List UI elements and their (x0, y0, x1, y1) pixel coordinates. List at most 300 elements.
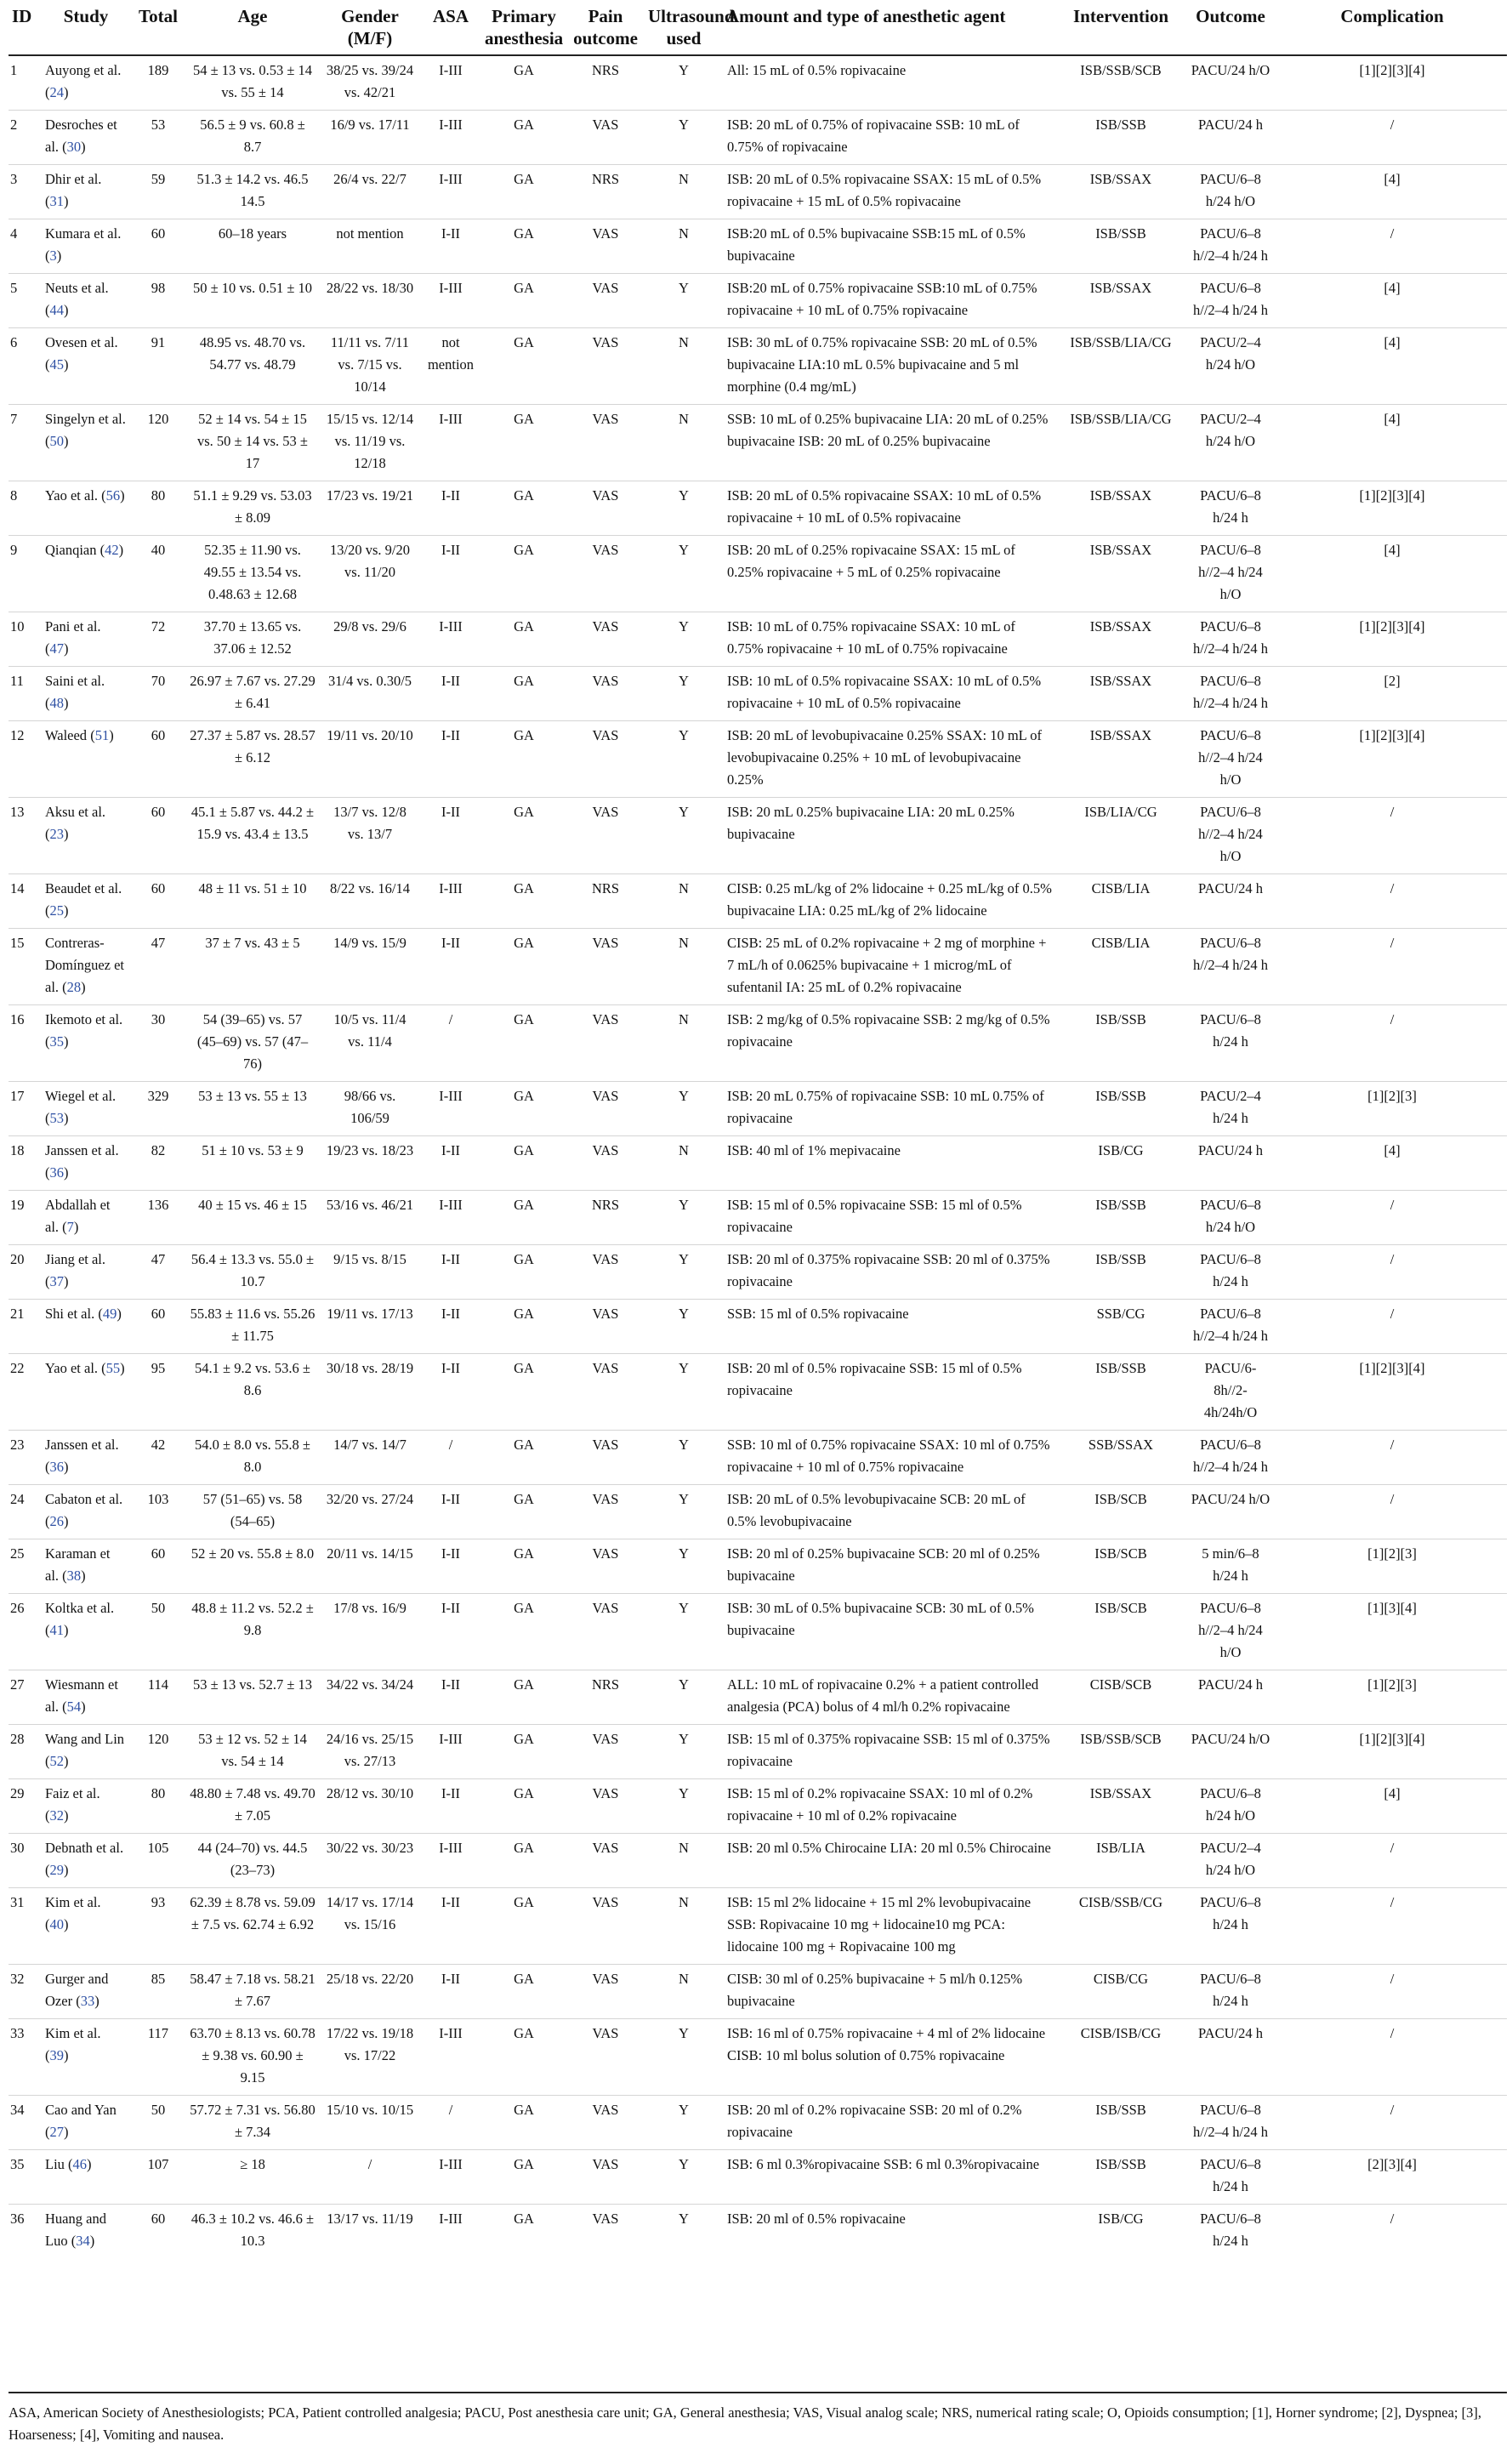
citation-link[interactable]: 26 (49, 1513, 64, 1529)
cell-study: Saini et al. (48) (41, 667, 131, 721)
cell-age: 51.1 ± 9.29 vs. 53.03 ± 8.09 (185, 481, 320, 536)
cell-intervention: ISB/SSB (1058, 2096, 1184, 2150)
cell-total: 59 (131, 165, 185, 219)
cell-pain-outcome: VAS (566, 1539, 645, 1594)
cell-outcome: PACU/6-8h//2-4h/24h/O (1184, 1354, 1277, 1431)
cell-asa: I-II (420, 1539, 481, 1594)
cell-gender: not mention (320, 219, 420, 274)
cell-agent: ISB: 20 ml of 0.25% bupivacaine SCB: 20 ml of 0.25% bupivacaine (723, 1539, 1058, 1594)
citation-link[interactable]: 39 (49, 2047, 64, 2063)
cell-age: 48 ± 11 vs. 51 ± 10 (185, 874, 320, 929)
cell-agent: ISB: 10 mL of 0.75% ropivacaine SSAX: 10 mL of 0.75% ropivacaine + 10 mL of 0.75% ropivacaine (723, 612, 1058, 667)
cell-id: 36 (9, 2205, 41, 2259)
citation-link[interactable]: 35 (49, 1033, 64, 1050)
cell-age: 53 ± 12 vs. 52 ± 14 vs. 54 ± 14 (185, 1725, 320, 1779)
study-name: Pani et al. (45, 618, 101, 634)
citation-link[interactable]: 42 (105, 542, 119, 558)
cell-ultrasound: Y (645, 1779, 723, 1834)
col-header-agent: Amount and type of anesthetic agent (723, 0, 1058, 55)
cell-study: Kim et al. (39) (41, 2019, 131, 2096)
cell-study: Liu (46) (41, 2150, 131, 2205)
citation-link[interactable]: 52 (49, 1753, 64, 1769)
cell-ultrasound: N (645, 929, 723, 1005)
cell-intervention: ISB/SCB (1058, 1485, 1184, 1539)
study-name: Yao et al. (45, 487, 99, 504)
cell-complication: [4] (1277, 274, 1507, 328)
cell-total: 95 (131, 1354, 185, 1431)
col-header-pain-outcome: Pain outcome (566, 0, 645, 55)
cell-outcome: PACU/6–8 h//2–4 h/24 h (1184, 219, 1277, 274)
citation-link[interactable]: 55 (105, 1360, 121, 1376)
cell-id: 16 (9, 1005, 41, 1082)
study-name: Karaman et al. (45, 1545, 111, 1584)
cell-intervention: ISB/SSB/LIA/CG (1058, 405, 1184, 481)
cell-total: 42 (131, 1431, 185, 1485)
cell-outcome: PACU/24 h (1184, 1136, 1277, 1191)
cell-agent: ISB: 30 mL of 0.75% ropivacaine SSB: 20 mL of 0.5% bupivacaine LIA:10 mL 0.5% bupivacaine and 5 ml morphine (0.4 mg/mL) (723, 328, 1058, 405)
cell-gender: 19/11 vs. 20/10 (320, 721, 420, 798)
cell-pain-outcome: NRS (566, 874, 645, 929)
citation-link[interactable]: 7 (66, 1219, 74, 1235)
cell-complication: / (1277, 1888, 1507, 1965)
citation-link[interactable]: 37 (49, 1273, 64, 1289)
cell-ultrasound: Y (645, 1082, 723, 1136)
cell-primary-anesthesia: GA (481, 2150, 566, 2205)
cell-age: 27.37 ± 5.87 vs. 28.57 ± 6.12 (185, 721, 320, 798)
cell-primary-anesthesia: GA (481, 1431, 566, 1485)
citation-link[interactable]: 27 (49, 2124, 64, 2140)
citation-link[interactable]: 25 (49, 902, 64, 919)
cell-asa: I-III (420, 1191, 481, 1245)
cell-pain-outcome: VAS (566, 721, 645, 798)
citation-link[interactable]: 24 (49, 84, 64, 100)
cell-pain-outcome: VAS (566, 2096, 645, 2150)
cell-total: 107 (131, 2150, 185, 2205)
cell-agent: SSB: 15 ml of 0.5% ropivacaine (723, 1300, 1058, 1354)
table-row (9, 798, 1507, 874)
cell-agent: ISB: 10 mL of 0.5% ropivacaine SSAX: 10 mL of 0.5% ropivacaine + 10 mL of 0.5% ropivacaine (723, 667, 1058, 721)
cell-complication: [2][3][4] (1277, 2150, 1507, 2205)
cell-gender: 53/16 vs. 46/21 (320, 1191, 420, 1245)
table-row (9, 1354, 1507, 1431)
cell-asa: I-III (420, 2150, 481, 2205)
citation-link[interactable]: 45 (49, 356, 64, 373)
cell-ultrasound: Y (645, 2019, 723, 2096)
cell-study: Singelyn et al. (50) (41, 405, 131, 481)
cell-outcome: PACU/6–8 h/24 h (1184, 481, 1277, 536)
cell-primary-anesthesia: GA (481, 1670, 566, 1725)
cell-study: Wiesmann et al. (54) (41, 1670, 131, 1725)
cell-primary-anesthesia: GA (481, 219, 566, 274)
cell-complication: / (1277, 219, 1507, 274)
cell-intervention: ISB/LIA (1058, 1834, 1184, 1888)
cell-asa: I-II (420, 1779, 481, 1834)
cell-intervention: ISB/SSB/LIA/CG (1058, 328, 1184, 405)
cell-id: 23 (9, 1431, 41, 1485)
citation-link[interactable]: 54 (66, 1699, 82, 1715)
cell-agent: ISB: 20 ml 0.5% Chirocaine LIA: 20 ml 0.5% Chirocaine (723, 1834, 1058, 1888)
cell-study: Cabaton et al. (26) (41, 1485, 131, 1539)
cell-complication: / (1277, 929, 1507, 1005)
cell-intervention: ISB/CG (1058, 1136, 1184, 1191)
cell-age: 56.5 ± 9 vs. 60.8 ± 8.7 (185, 111, 320, 165)
cell-gender: 29/8 vs. 29/6 (320, 612, 420, 667)
cell-age: 53 ± 13 vs. 55 ± 13 (185, 1082, 320, 1136)
cell-study: Jiang et al. (37) (41, 1245, 131, 1300)
cell-id: 18 (9, 1136, 41, 1191)
cell-pain-outcome: NRS (566, 1670, 645, 1725)
cell-complication: [4] (1277, 405, 1507, 481)
cell-total: 60 (131, 798, 185, 874)
table-footnote: ASA, American Society of Anesthesiologists; PCA, Patient controlled analgesia; PACU, Post anesthesia care unit; GA, General anesthesia; VAS, Visual analog scale; NRS, numerical rating scale; O, Opioids consumption; [1], Horner syndrome; [2], Dyspnea; [3], Hoarseness; [4], Vomiting and nausea. (9, 2392, 1507, 2446)
cell-complication: / (1277, 798, 1507, 874)
cell-ultrasound: Y (645, 798, 723, 874)
cell-total: 47 (131, 929, 185, 1005)
cell-ultrasound: Y (645, 612, 723, 667)
cell-age: 54.0 ± 8.0 vs. 55.8 ± 8.0 (185, 1431, 320, 1485)
cell-primary-anesthesia: GA (481, 1725, 566, 1779)
cell-primary-anesthesia: GA (481, 1082, 566, 1136)
cell-ultrasound: N (645, 1136, 723, 1191)
table-row (9, 165, 1507, 219)
cell-outcome: PACU/6–8 h/24 h/O (1184, 1191, 1277, 1245)
cell-complication: / (1277, 1485, 1507, 1539)
cell-outcome: PACU/2–4 h/24 h/O (1184, 405, 1277, 481)
study-characteristics-table (9, 0, 1507, 2258)
cell-primary-anesthesia: GA (481, 481, 566, 536)
cell-age: 51.3 ± 14.2 vs. 46.5 14.5 (185, 165, 320, 219)
cell-ultrasound: Y (645, 2205, 723, 2259)
cell-primary-anesthesia: GA (481, 274, 566, 328)
cell-outcome: PACU/6–8 h/24 h (1184, 1005, 1277, 1082)
cell-gender: 8/22 vs. 16/14 (320, 874, 420, 929)
cell-agent: ISB: 30 mL of 0.5% bupivacaine SCB: 30 mL of 0.5% bupivacaine (723, 1594, 1058, 1670)
citation-link[interactable]: 33 (80, 1993, 95, 2009)
cell-intervention: ISB/CG (1058, 2205, 1184, 2259)
citation-link[interactable]: 41 (49, 1622, 64, 1638)
cell-pain-outcome: VAS (566, 274, 645, 328)
cell-outcome: PACU/2–4 h/24 h (1184, 1082, 1277, 1136)
cell-id: 31 (9, 1888, 41, 1965)
citation-link[interactable]: 30 (66, 139, 82, 155)
study-name: Liu (45, 2156, 65, 2172)
cell-age: 44 (24–70) vs. 44.5 (23–73) (185, 1834, 320, 1888)
cell-pain-outcome: VAS (566, 328, 645, 405)
cell-total: 60 (131, 2205, 185, 2259)
citation-link[interactable]: 53 (49, 1110, 64, 1126)
table-row (9, 2205, 1507, 2259)
cell-pain-outcome: VAS (566, 798, 645, 874)
study-name: Ikemoto et al. (45, 1011, 123, 1027)
cell-pain-outcome: VAS (566, 536, 645, 612)
table-row (9, 219, 1507, 274)
cell-agent: ISB: 20 mL of 0.25% ropivacaine SSAX: 15 mL of 0.25% ropivacaine + 5 mL of 0.25% ropivacaine (723, 536, 1058, 612)
table-row (9, 1594, 1507, 1670)
table-container (9, 0, 1507, 2258)
cell-total: 117 (131, 2019, 185, 2096)
cell-id: 14 (9, 874, 41, 929)
cell-complication: / (1277, 1245, 1507, 1300)
cell-pain-outcome: VAS (566, 1834, 645, 1888)
cell-agent: ISB: 20 ml of 0.5% ropivacaine SSB: 15 ml of 0.5% ropivacaine (723, 1354, 1058, 1431)
cell-pain-outcome: VAS (566, 1725, 645, 1779)
cell-gender: 28/22 vs. 18/30 (320, 274, 420, 328)
cell-primary-anesthesia: GA (481, 1354, 566, 1431)
cell-id: 9 (9, 536, 41, 612)
table-row (9, 1485, 1507, 1539)
cell-intervention: ISB/SSAX (1058, 667, 1184, 721)
citation-link[interactable]: 49 (102, 1306, 117, 1322)
cell-primary-anesthesia: GA (481, 165, 566, 219)
citation-link[interactable]: 32 (49, 1807, 64, 1824)
cell-intervention: CISB/LIA (1058, 929, 1184, 1005)
cell-intervention: ISB/SSAX (1058, 612, 1184, 667)
citation-link[interactable]: 40 (49, 1916, 64, 1932)
cell-agent: ISB: 2 mg/kg of 0.5% ropivacaine SSB: 2 mg/kg of 0.5% ropivacaine (723, 1005, 1058, 1082)
cell-total: 80 (131, 481, 185, 536)
table-row (9, 111, 1507, 165)
table-row (9, 2019, 1507, 2096)
cell-gender: 17/8 vs. 16/9 (320, 1594, 420, 1670)
citation-link[interactable]: 36 (49, 1164, 64, 1181)
cell-outcome: PACU/6–8 h//2–4 h/24 h/O (1184, 1594, 1277, 1670)
cell-outcome: PACU/6–8 h/24 h (1184, 1965, 1277, 2019)
cell-gender: 17/23 vs. 19/21 (320, 481, 420, 536)
study-name: Janssen et al. (45, 1142, 119, 1158)
cell-primary-anesthesia: GA (481, 1191, 566, 1245)
cell-id: 11 (9, 667, 41, 721)
cell-primary-anesthesia: GA (481, 2019, 566, 2096)
cell-pain-outcome: VAS (566, 1431, 645, 1485)
col-header-ultrasound: Ultrasound used (645, 0, 723, 55)
cell-agent: ISB: 20 mL of 0.5% ropivacaine SSAX: 10 mL of 0.5% ropivacaine + 10 mL of 0.5% ropivacaine (723, 481, 1058, 536)
cell-study: Karaman et al. (38) (41, 1539, 131, 1594)
cell-primary-anesthesia: GA (481, 405, 566, 481)
study-name: Koltka et al. (45, 1600, 115, 1616)
table-row (9, 1300, 1507, 1354)
citation-link[interactable]: 34 (76, 2233, 90, 2249)
cell-asa: I-III (420, 612, 481, 667)
citation-link[interactable]: 56 (105, 487, 121, 504)
cell-id: 19 (9, 1191, 41, 1245)
col-header-complication: Complication (1277, 0, 1507, 55)
citation-link[interactable]: 28 (66, 979, 82, 995)
table-row (9, 1779, 1507, 1834)
cell-age: 58.47 ± 7.18 vs. 58.21 ± 7.67 (185, 1965, 320, 2019)
cell-asa: I-II (420, 1594, 481, 1670)
cell-gender: 15/15 vs. 12/14 vs. 11/19 vs. 12/18 (320, 405, 420, 481)
cell-agent: ALL: 10 mL of ropivacaine 0.2% + a patient controlled analgesia (PCA) bolus of 4 ml/h 0.2% ropivacaine (723, 1670, 1058, 1725)
cell-intervention: CISB/SSB/CG (1058, 1888, 1184, 1965)
table-row (9, 2150, 1507, 2205)
cell-asa: I-III (420, 274, 481, 328)
cell-gender: 24/16 vs. 25/15 vs. 27/13 (320, 1725, 420, 1779)
col-header-intervention: Intervention (1058, 0, 1184, 55)
citation-link[interactable]: 29 (49, 1862, 64, 1878)
col-header-age: Age (185, 0, 320, 55)
cell-total: 329 (131, 1082, 185, 1136)
cell-age: 52 ± 14 vs. 54 ± 15 vs. 50 ± 14 vs. 53 ± 17 (185, 405, 320, 481)
cell-asa: I-II (420, 1888, 481, 1965)
cell-study: Kumara et al. (3) (41, 219, 131, 274)
cell-gender: / (320, 2150, 420, 2205)
cell-gender: 20/11 vs. 14/15 (320, 1539, 420, 1594)
cell-outcome: PACU/6–8 h//2–4 h/24 h/O (1184, 798, 1277, 874)
cell-outcome: PACU/24 h (1184, 111, 1277, 165)
cell-study: Debnath et al. (29) (41, 1834, 131, 1888)
table-body (9, 55, 1507, 2258)
cell-total: 60 (131, 874, 185, 929)
cell-complication: [1][2][3] (1277, 1082, 1507, 1136)
study-name: Gurger and Ozer (45, 1971, 109, 2009)
cell-intervention: ISB/SCB (1058, 1539, 1184, 1594)
cell-id: 22 (9, 1354, 41, 1431)
cell-pain-outcome: VAS (566, 929, 645, 1005)
cell-id: 21 (9, 1300, 41, 1354)
cell-study: Ikemoto et al. (35) (41, 1005, 131, 1082)
citation-link[interactable]: 51 (94, 727, 110, 743)
cell-study: Yao et al. (56) (41, 481, 131, 536)
cell-pain-outcome: VAS (566, 2150, 645, 2205)
cell-total: 60 (131, 1539, 185, 1594)
cell-study: Janssen et al. (36) (41, 1136, 131, 1191)
cell-asa: I-III (439, 62, 463, 78)
cell-outcome: PACU/6–8 h/24 h (1184, 1245, 1277, 1300)
cell-intervention: ISB/SSB (1058, 1005, 1184, 1082)
study-name: Shi et al. (45, 1306, 95, 1322)
cell-id: 13 (9, 798, 41, 874)
cell-total: 189 (147, 62, 169, 78)
table-row (9, 1888, 1507, 1965)
cell-gender: 17/22 vs. 19/18 vs. 17/22 (320, 2019, 420, 2096)
table-row (9, 1082, 1507, 1136)
cell-age: 53 ± 13 vs. 52.7 ± 13 (185, 1670, 320, 1725)
cell-study: Cao and Yan (27) (41, 2096, 131, 2150)
study-name: Wiesmann et al. (45, 1676, 118, 1715)
cell-pain-outcome: VAS (566, 405, 645, 481)
cell-ultrasound: Y (645, 1670, 723, 1725)
cell-outcome: PACU/24 h/O (1191, 62, 1270, 78)
cell-id: 7 (9, 405, 41, 481)
cell-intervention: ISB/SSAX (1058, 165, 1184, 219)
cell-intervention: CISB/SCB (1058, 1670, 1184, 1725)
cell-asa: / (420, 2096, 481, 2150)
cell-total: 30 (131, 1005, 185, 1082)
cell-id: 30 (9, 1834, 41, 1888)
study-name: Neuts et al. (45, 280, 109, 296)
cell-age: 48.95 vs. 48.70 vs. 54.77 vs. 48.79 (185, 328, 320, 405)
citation-link[interactable]: 38 (66, 1568, 82, 1584)
cell-complication: [4] (1277, 1779, 1507, 1834)
cell-complication: [1][2][3] (1277, 1539, 1507, 1594)
table-row (9, 1005, 1507, 1082)
cell-total: 60 (131, 219, 185, 274)
cell-asa: I-II (420, 1670, 481, 1725)
cell-total: 50 (131, 1594, 185, 1670)
cell-agent: ISB: 15 ml of 0.5% ropivacaine SSB: 15 ml of 0.5% ropivacaine (723, 1191, 1058, 1245)
table-row (9, 405, 1507, 481)
cell-asa: I-II (420, 1245, 481, 1300)
study-name: Cabaton et al. (45, 1491, 123, 1507)
cell-asa: I-II (420, 721, 481, 798)
study-name: Aksu et al. (45, 804, 106, 820)
cell-pain-outcome: VAS (566, 1779, 645, 1834)
citation-link[interactable]: 46 (72, 2156, 88, 2172)
cell-asa: I-II (420, 1965, 481, 2019)
cell-primary-anesthesia: GA (481, 612, 566, 667)
citation-link[interactable]: 47 (49, 640, 64, 657)
citation-link[interactable]: 23 (49, 826, 64, 842)
cell-total: 70 (131, 667, 185, 721)
citation-link[interactable]: 36 (49, 1459, 64, 1475)
cell-intervention: ISB/SSB (1058, 1082, 1184, 1136)
cell-agent: ISB: 20 mL of 0.5% ropivacaine SSAX: 15 mL of 0.5% ropivacaine + 15 mL of 0.5% ropivacaine (723, 165, 1058, 219)
cell-total: 103 (131, 1485, 185, 1539)
citation-link[interactable]: 3 (49, 248, 57, 264)
cell-primary-anesthesia: GA (481, 1136, 566, 1191)
study-name: Wang and Lin (45, 1731, 125, 1747)
cell-study: Beaudet et al. (25) (41, 874, 131, 929)
cell-ultrasound: N (645, 165, 723, 219)
cell-intervention: CISB/ISB/CG (1058, 2019, 1184, 2096)
cell-agent: SSB: 10 ml of 0.75% ropivacaine SSAX: 10 ml of 0.75% ropivacaine + 10 ml of 0.75% ropivacaine (723, 1431, 1058, 1485)
cell-primary-anesthesia: GA (481, 1779, 566, 1834)
cell-complication: / (1277, 1005, 1507, 1082)
table-row (9, 1670, 1507, 1725)
cell-gender: 31/4 vs. 0.30/5 (320, 667, 420, 721)
cell-pain-outcome: VAS (566, 612, 645, 667)
cell-outcome: PACU/6–8 h//2–4 h/24 h (1184, 667, 1277, 721)
cell-gender: 9/15 vs. 8/15 (320, 1245, 420, 1300)
table-row (9, 1191, 1507, 1245)
cell-id: 5 (9, 274, 41, 328)
citation-link[interactable]: 48 (49, 695, 64, 711)
cell-id: 1 (10, 62, 18, 78)
cell-agent: ISB: 20 mL of levobupivacaine 0.25% SSAX: 10 mL of levobupivacaine 0.25% + 10 mL of levobupivacaine 0.25% (723, 721, 1058, 798)
cell-study: Yao et al. (55) (41, 1354, 131, 1431)
cell-primary-anesthesia: GA (481, 328, 566, 405)
table-row (9, 612, 1507, 667)
cell-ultrasound: Y (645, 111, 723, 165)
cell-complication: [4] (1277, 165, 1507, 219)
table-row (9, 328, 1507, 405)
cell-agent: CISB: 25 mL of 0.2% ropivacaine + 2 mg of morphine + 7 mL/h of 0.0625% bupivacaine + 1 microg/mL of sufentanil IA: 25 mL of 0.2% ropivacaine (723, 929, 1058, 1005)
cell-complication: [4] (1277, 536, 1507, 612)
cell-gender: 26/4 vs. 22/7 (320, 165, 420, 219)
cell-pain-outcome: NRS (566, 165, 645, 219)
cell-gender: 14/7 vs. 14/7 (320, 1431, 420, 1485)
cell-pain-outcome: VAS (566, 2205, 645, 2259)
citation-link[interactable]: 50 (49, 433, 64, 449)
citation-link[interactable]: 44 (49, 302, 64, 318)
cell-primary-anesthesia: GA (514, 62, 534, 78)
cell-outcome: PACU/6–8 h//2–4 h/24 h (1184, 1431, 1277, 1485)
citation-link[interactable]: 31 (49, 193, 64, 209)
cell-pain-outcome: VAS (566, 1354, 645, 1431)
cell-age: 48.80 ± 7.48 vs. 49.70 ± 7.05 (185, 1779, 320, 1834)
cell-primary-anesthesia: GA (481, 111, 566, 165)
study-name: Kim et al. (45, 1894, 101, 1910)
table-header-row (9, 0, 1507, 55)
cell-age: 26.97 ± 7.67 vs. 27.29 ± 6.41 (185, 667, 320, 721)
cell-study: Desroches et al. (30) (41, 111, 131, 165)
cell-ultrasound: Y (645, 481, 723, 536)
cell-asa: I-II (420, 219, 481, 274)
cell-outcome: PACU/6–8 h/24 h/O (1184, 1779, 1277, 1834)
cell-intervention: ISB/SCB (1058, 1594, 1184, 1670)
cell-ultrasound: N (645, 405, 723, 481)
cell-outcome: PACU/24 h/O (1184, 1485, 1277, 1539)
